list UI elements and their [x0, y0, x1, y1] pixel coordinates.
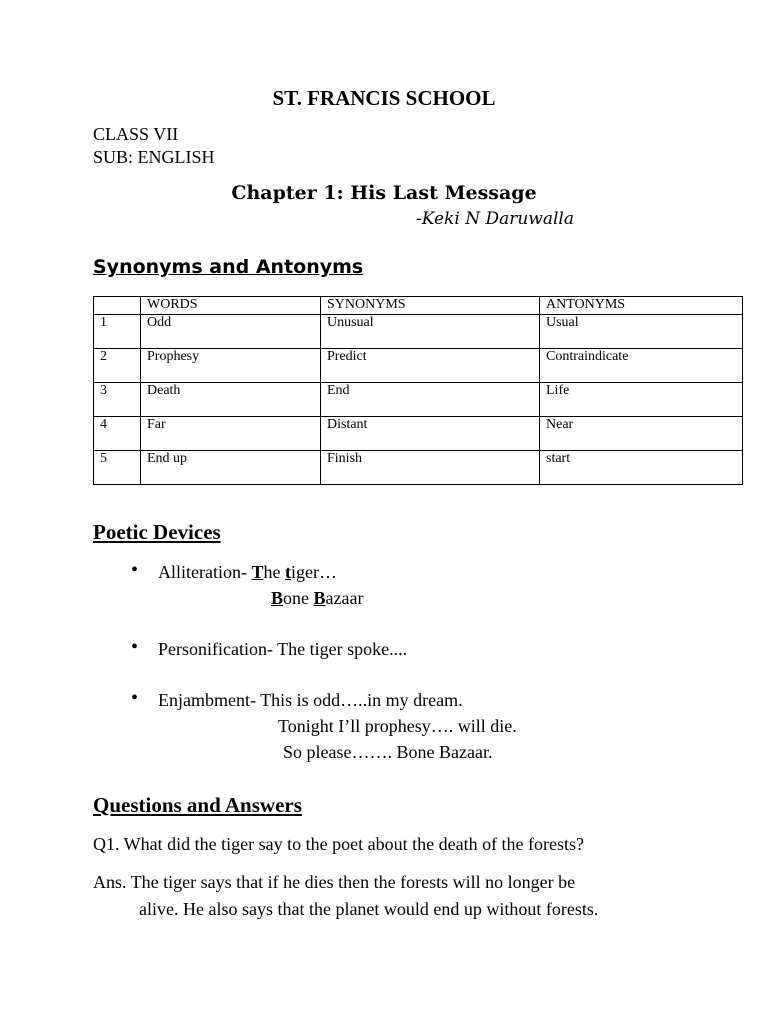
table-cell: start [540, 451, 743, 485]
answer-line-1: Ans. The tiger says that if he dies then the forests will no longer be [93, 872, 576, 892]
alliteration-text: azaar [325, 588, 364, 608]
table-cell: 3 [94, 383, 141, 417]
alliteration-line [158, 562, 337, 583]
school-name: ST. FRANCIS SCHOOL [272, 86, 496, 110]
table-row [94, 451, 743, 485]
table-cell: 1 [94, 315, 141, 349]
class-line: CLASS VII [93, 124, 179, 144]
alliteration-letter: B [271, 588, 284, 608]
table-cell: Death [141, 383, 321, 417]
table-header-cell: SYNONYMS [321, 297, 540, 315]
subject-line: SUB: ENGLISH [93, 147, 215, 167]
synonyms-table [93, 296, 743, 485]
table-cell: Far [141, 417, 321, 451]
bullet-icon: • [131, 687, 139, 709]
table-cell: Prophesy [141, 349, 321, 383]
table-cell: End up [141, 451, 321, 485]
table-cell: Odd [141, 315, 321, 349]
qa-heading: Questions and Answers [93, 793, 302, 817]
enjambment-line-3: So please……. Bone Bazaar. [283, 742, 493, 762]
table-header-row [94, 297, 743, 315]
enjambment-line-2: Tonight I’ll prophesy…. will die. [278, 716, 517, 736]
table-header-cell: WORDS [141, 297, 321, 315]
alliteration-label: Alliteration- [158, 562, 252, 582]
bullet-icon: • [131, 559, 139, 581]
alliteration-letter: B [313, 588, 326, 608]
table-row [94, 349, 743, 383]
table-cell: End [321, 383, 540, 417]
table-cell: 5 [94, 451, 141, 485]
table-cell: 4 [94, 417, 141, 451]
table-row [94, 383, 743, 417]
alliteration-text: iger… [291, 562, 337, 582]
table-row [94, 417, 743, 451]
table-cell: Near [540, 417, 743, 451]
alliteration-text: he [263, 562, 285, 582]
answer-line-2: alive. He also says that the planet would end up without forests. [139, 899, 599, 919]
alliteration-text: one [283, 588, 314, 608]
alliteration-letter: T [251, 562, 264, 582]
question-text: Q1. What did the tiger say to the poet about the death of the forests? [93, 834, 585, 854]
personification-line: Personification- The tiger spoke.... [158, 639, 408, 659]
table-row [94, 315, 743, 349]
author-name: -Keki N Daruwalla [416, 209, 575, 229]
table-cell: Life [540, 383, 743, 417]
synonyms-heading: Synonyms and Antonyms [93, 256, 364, 278]
table-cell: Contraindicate [540, 349, 743, 383]
table-cell: Usual [540, 315, 743, 349]
table-header-cell: ANTONYMS [540, 297, 743, 315]
table-cell: Distant [321, 417, 540, 451]
alliteration-letter: t [285, 562, 291, 582]
bullet-icon: • [131, 636, 139, 658]
chapter-title: Chapter 1: His Last Message [231, 182, 537, 204]
table-header-cell [94, 297, 141, 315]
table-cell: 2 [94, 349, 141, 383]
table-cell: Predict [321, 349, 540, 383]
enjambment-line-1: Enjambment- This is odd…..in my dream. [158, 690, 463, 710]
alliteration-line-2 [271, 588, 363, 609]
table-cell: Unusual [321, 315, 540, 349]
table-cell: Finish [321, 451, 540, 485]
poetic-devices-heading: Poetic Devices [93, 520, 221, 544]
